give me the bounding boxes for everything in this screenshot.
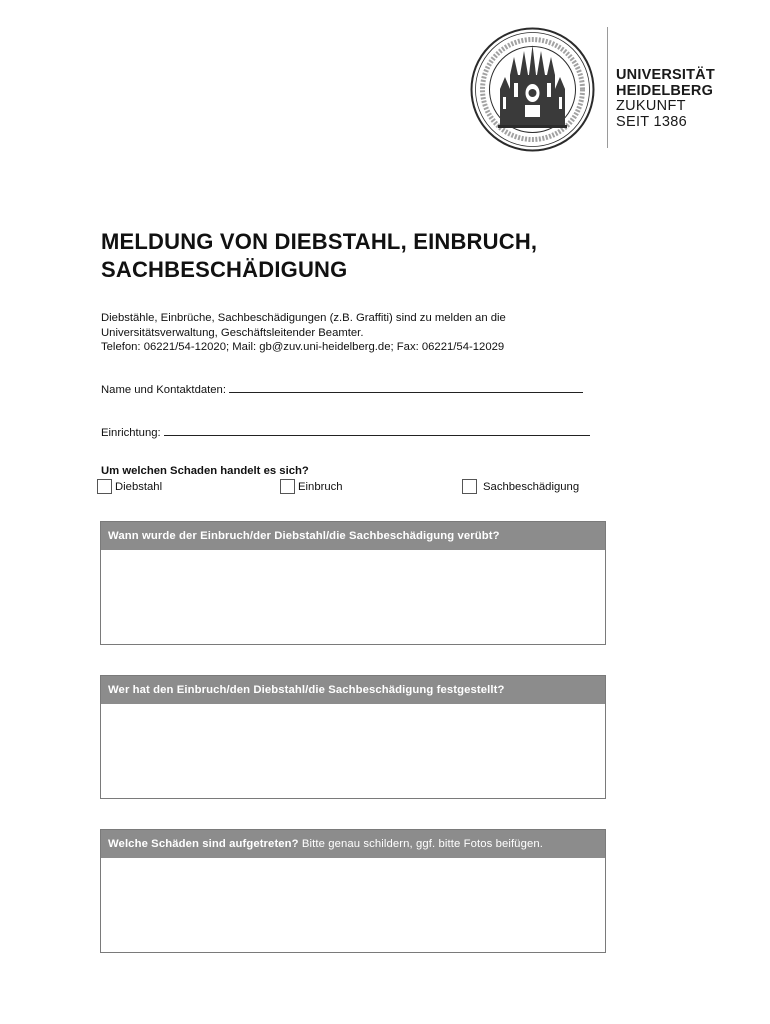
intro-line-1: Diebstähle, Einbrüche, Sachbeschädigungen (z.B. Graffiti) sind zu melden an die [101,312,506,324]
section-who-header [101,676,605,704]
section-when-header [101,522,605,550]
checkbox-einbruch[interactable] [280,479,343,494]
logo-line-3: ZUKUNFT [616,98,686,114]
logo-line-1: UNIVERSITÄT [616,67,715,83]
intro-text [101,311,621,355]
name-field-row [101,381,583,396]
intro-line-2: Universitätsverwaltung, Geschäftsleitender Beamter. [101,326,364,339]
section-who [100,675,606,799]
title-line-2: SACHBESCHÄDIGUNG [101,257,348,282]
section-header-normal: Bitte genau schildern, ggf. bitte Fotos beifügen. [298,838,543,850]
checkbox-label: Sachbeschädigung [483,480,580,493]
title-line-1: MELDUNG VON DIEBSTAHL, EINBRUCH, [101,229,538,254]
einrichtung-field-row [101,424,590,439]
checkbox-diebstahl[interactable] [97,479,162,494]
logo-line-4: SEIT 1386 [616,113,687,130]
checkbox-label: Einbruch [298,480,343,493]
checkbox-box[interactable] [280,479,295,494]
logo-divider [607,27,608,148]
logo-line-2: HEIDELBERG [616,82,714,99]
section-damages-answer-area[interactable] [101,858,605,952]
einrichtung-field-input[interactable] [164,424,590,436]
damage-type-question: Um welchen Schaden handelt es sich? [101,465,309,477]
section-damages [100,829,606,953]
checkbox-box[interactable] [462,479,477,494]
einrichtung-field-label: Einrichtung: [101,427,161,439]
university-seal-icon [470,27,595,152]
name-field-input[interactable] [229,381,583,393]
section-who-answer-area[interactable] [101,704,605,798]
intro-line-3: Telefon: 06221/54-12020; Mail: gb@zuv.uni-heidelberg.de; Fax: 06221/54-12029 [101,341,505,354]
section-damages-header [101,830,605,858]
checkbox-sachbeschaedigung[interactable] [462,479,579,494]
checkbox-label: Diebstahl [115,480,163,493]
checkbox-box[interactable] [97,479,112,494]
name-field-label: Name und Kontaktdaten: [101,384,226,396]
section-when-answer-area[interactable] [101,550,605,644]
page-title [101,228,661,284]
section-header-bold: Wann wurde der Einbruch/der Diebstahl/die Sachbeschädigung verübt? [108,530,500,542]
section-header-bold: Wer hat den Einbruch/den Diebstahl/die Sachbeschädigung festgestellt? [108,684,505,696]
section-header-bold: Welche Schäden sind aufgetreten? [108,838,299,850]
university-logo-text [616,68,715,130]
section-when [100,521,606,645]
